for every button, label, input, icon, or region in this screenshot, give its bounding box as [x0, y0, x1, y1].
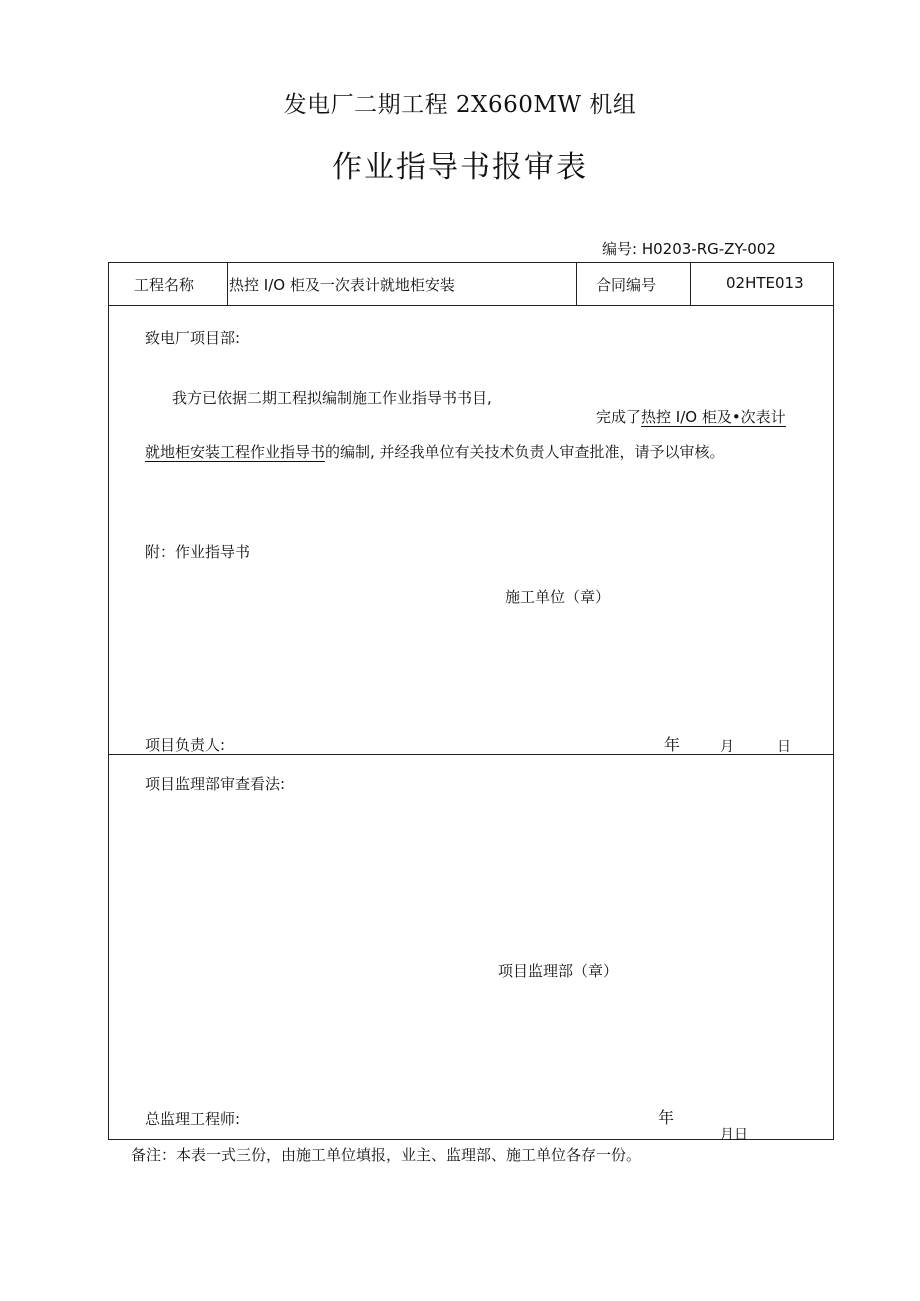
project-name-value: 热控 I/O 柜及一次表计就地柜安装: [229, 276, 455, 294]
footnote: 备注：本表一式三份，由施工单位填报，业主、监理部、施工单位各存一份。: [131, 1146, 642, 1164]
project-title: 发电厂二期工程 2X660MW 机组: [283, 92, 637, 118]
form-number-label: 编号:: [602, 240, 638, 258]
submission-body-line2: [596, 406, 786, 427]
attachment-note: 附：作业指导书: [145, 543, 251, 561]
completed-prefix: 完成了: [596, 408, 642, 426]
form-number-value: H0203-RG-ZY-002: [641, 240, 776, 258]
contract-no-value: 02HTE013: [726, 274, 804, 292]
submission-body-rest: 的编制, 并经我单位有关技术负责人审查批准，请予以审核。: [325, 443, 725, 461]
project-name-label: 工程名称: [134, 276, 195, 294]
supervision-review-label: 项目监理部审查看法:: [145, 775, 286, 793]
addressee: 致电厂项目部:: [145, 329, 241, 347]
submission-body-line3: [145, 441, 725, 462]
construction-unit-seal: 施工单位（章）: [505, 588, 611, 606]
subject-part2: 就地柜安装工程作业指导书: [145, 443, 326, 461]
supervision-dept-seal: 项目监理部（章）: [498, 962, 619, 980]
chief-engineer-label: 总监理工程师:: [145, 1110, 241, 1128]
submission-year: 年: [664, 735, 681, 754]
project-manager-label: 项目负责人:: [145, 736, 226, 754]
submission-body-line1: 我方已依据二期工程拟编制施工作业指导书书目,: [172, 389, 492, 407]
form-title: 作业指导书报审表: [332, 150, 588, 185]
submission-month: 月: [720, 739, 734, 755]
form-number: [602, 238, 776, 259]
contract-no-label: 合同编号: [596, 276, 657, 294]
supervision-year: 年: [658, 1108, 675, 1127]
submission-day: 日: [777, 739, 791, 755]
subject-part1: 热控 I/O 柜及•次表计: [641, 408, 786, 426]
supervision-month-day: 月日: [720, 1127, 748, 1143]
